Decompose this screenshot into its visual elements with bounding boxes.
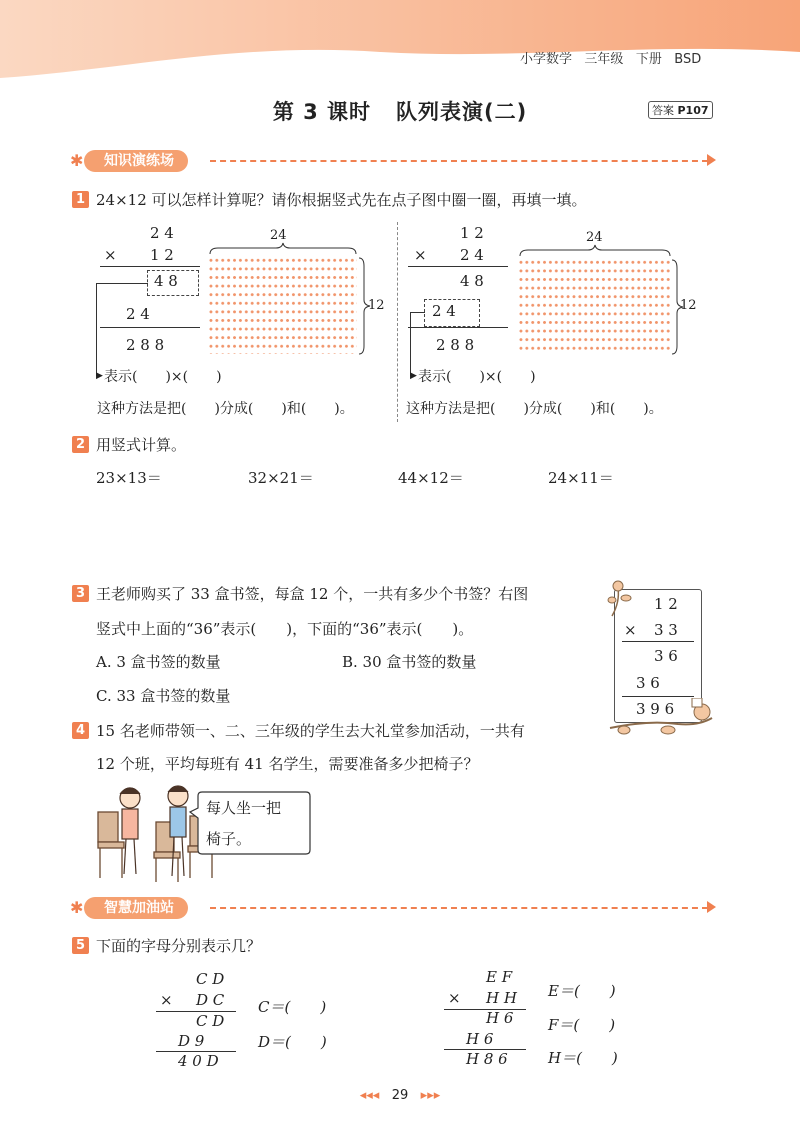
section-practice bbox=[70, 149, 716, 173]
question-text: 竖式中上面的“36”表示( )，下面的“36”表示( )。 bbox=[96, 620, 474, 638]
section-wisdom-label: 智慧加油站 bbox=[84, 897, 188, 919]
bracket-line bbox=[96, 283, 148, 376]
answer-e[interactable]: E＝( ) bbox=[548, 982, 616, 1000]
represent-text: 表示( )×( ) bbox=[418, 369, 536, 385]
bubble-text: 每人坐一把 bbox=[206, 799, 282, 817]
calc-partial1: C D bbox=[196, 1012, 225, 1030]
question-number: 2 bbox=[72, 436, 89, 453]
calc-mul: × bbox=[414, 246, 427, 264]
calc-mul: × bbox=[160, 991, 173, 1009]
problem: 44×12＝ bbox=[398, 469, 464, 487]
problem: 32×21＝ bbox=[248, 469, 314, 487]
header-edition: BSD bbox=[674, 52, 702, 67]
question-text: 用竖式计算。 bbox=[96, 436, 187, 454]
calc-partial2: 3 6 bbox=[636, 674, 660, 692]
calc-line bbox=[622, 696, 694, 697]
question-text: 24×12 可以怎样计算呢？请你根据竖式先在点子图中圈一圈，再填一填。 bbox=[96, 191, 587, 209]
arrow-right-icon bbox=[707, 901, 716, 913]
header-grade: 三年级 bbox=[584, 52, 624, 67]
calc-result: H 8 6 bbox=[466, 1050, 508, 1068]
answer-d[interactable]: D＝( ) bbox=[258, 1033, 327, 1051]
calc-second: 2 4 bbox=[460, 246, 484, 264]
calc-partial1: H 6 bbox=[486, 1009, 514, 1027]
dashed-divider bbox=[210, 160, 708, 162]
star-icon: ✱ bbox=[70, 151, 84, 170]
dashed-divider bbox=[210, 907, 708, 909]
calc-top: 1 2 bbox=[654, 595, 678, 613]
calc-line bbox=[100, 266, 200, 267]
calc-partial2: D 9 bbox=[178, 1032, 205, 1050]
height-label: 12 bbox=[368, 298, 385, 313]
calc-line bbox=[622, 641, 694, 642]
calc-result: 2 8 8 bbox=[126, 336, 165, 354]
calc-partial1: 4 8 bbox=[154, 272, 178, 290]
section-wisdom bbox=[70, 896, 716, 920]
width-brace bbox=[518, 244, 672, 258]
calc-top: E F bbox=[486, 968, 513, 986]
option-b[interactable]: B. 30 盒书签的数量 bbox=[342, 653, 477, 671]
lesson-number: 第 3 课时 bbox=[272, 100, 372, 124]
header-volume: 下册 bbox=[635, 52, 662, 67]
question-number: 5 bbox=[72, 937, 89, 954]
answer-f[interactable]: F＝( ) bbox=[548, 1016, 616, 1034]
calc-result: 2 8 8 bbox=[436, 336, 475, 354]
width-label: 24 bbox=[270, 228, 287, 243]
problem: 24×11＝ bbox=[548, 469, 614, 487]
calc-result: 4 0 D bbox=[178, 1052, 219, 1070]
header-subject: 小学数学 bbox=[520, 52, 573, 67]
calc-top: C D bbox=[196, 970, 225, 988]
question-text: 下面的字母分别表示几？ bbox=[96, 937, 262, 955]
branch-icon bbox=[608, 698, 716, 736]
calc-partial1: 4 8 bbox=[460, 272, 484, 290]
calc-partial2: 2 4 bbox=[126, 305, 150, 323]
section-practice-label: 知识演练场 bbox=[84, 150, 188, 172]
question-number: 1 bbox=[72, 191, 89, 208]
method-text: 这种方法是把( )分成( )和( )。 bbox=[406, 401, 663, 417]
calc-second: D C bbox=[196, 991, 225, 1009]
option-c[interactable]: C. 33 盒书签的数量 bbox=[96, 687, 231, 705]
header-info bbox=[520, 48, 701, 67]
arrow-right-icon bbox=[707, 154, 716, 166]
calc-second: H H bbox=[486, 989, 517, 1007]
calc-second: 3 3 bbox=[654, 621, 678, 639]
calc-partial1: 3 6 bbox=[654, 647, 678, 665]
answer-c[interactable]: C＝( ) bbox=[258, 998, 327, 1016]
lesson-title: 队列表演(二) bbox=[395, 100, 528, 124]
question-text: 12 个班，平均每班有 41 名学生，需要准备多少把椅子？ bbox=[96, 755, 479, 773]
represent-text: 表示( )×( ) bbox=[104, 369, 222, 385]
calc-mul: × bbox=[104, 246, 117, 264]
calc-partial2: 2 4 bbox=[432, 302, 456, 320]
question-text: 王老师购买了 33 盒书签，每盒 12 个，一共有多少个书签？右图 bbox=[96, 585, 529, 603]
question-number: 3 bbox=[72, 585, 89, 602]
calc-line bbox=[408, 266, 508, 267]
question-number: 4 bbox=[72, 722, 89, 739]
left-arrows-icon: ◂◂◂ bbox=[359, 1088, 380, 1103]
calc-mul: × bbox=[624, 621, 637, 639]
height-label: 12 bbox=[680, 298, 697, 313]
page-number: 29 bbox=[391, 1088, 409, 1103]
dot-grid[interactable] bbox=[208, 256, 357, 354]
flower-icon bbox=[606, 578, 640, 618]
page-footer bbox=[0, 1088, 800, 1103]
answer-label: 答案 bbox=[652, 104, 674, 117]
calc-partial2: H 6 bbox=[466, 1030, 494, 1048]
problem: 23×13＝ bbox=[96, 469, 162, 487]
width-brace bbox=[208, 242, 358, 256]
calc-line bbox=[444, 1009, 526, 1010]
header-band bbox=[0, 0, 800, 80]
arrow-icon: ▶ bbox=[410, 371, 417, 381]
answer-page: P107 bbox=[677, 104, 709, 117]
calc-top: 2 4 bbox=[150, 224, 174, 242]
answer-reference bbox=[648, 101, 713, 119]
calc-mul: × bbox=[448, 989, 461, 1007]
dot-grid[interactable] bbox=[518, 258, 671, 355]
star-icon: ✱ bbox=[70, 898, 84, 917]
method-text: 这种方法是把( )分成( )和( )。 bbox=[97, 401, 354, 417]
right-arrows-icon: ▸▸▸ bbox=[420, 1088, 441, 1103]
calc-second: 1 2 bbox=[150, 246, 174, 264]
calc-top: 1 2 bbox=[460, 224, 484, 242]
calc-result: 3 9 6 bbox=[636, 700, 675, 718]
answer-h[interactable]: H＝( ) bbox=[548, 1049, 618, 1067]
question-text: 15 名老师带领一、二、三年级的学生去大礼堂参加活动，一共有 bbox=[96, 722, 525, 740]
divider bbox=[397, 222, 398, 422]
option-a[interactable]: A. 3 盒书签的数量 bbox=[96, 653, 221, 671]
width-label: 24 bbox=[586, 230, 603, 245]
bubble-text: 椅子。 bbox=[206, 830, 252, 848]
arrow-icon: ▶ bbox=[96, 371, 103, 381]
